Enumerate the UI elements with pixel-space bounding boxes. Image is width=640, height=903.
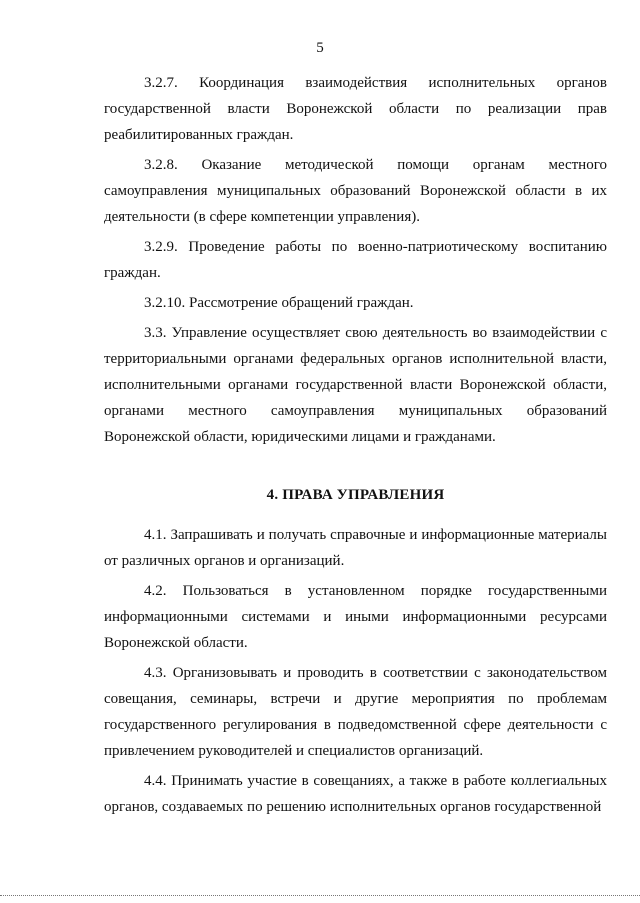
scan-edge-divider bbox=[0, 895, 640, 897]
paragraph-3-3: 3.3. Управление осуществляет свою деятельность во взаимодействии с территориальными органами федеральных органов исполнительной власти, исполнительными органами государственной власти Воронежской области, органами местного самоуправления муниципальных образований Воронежской области, юридическими лицами и гражданами. bbox=[104, 325, 607, 445]
section-heading: 4. ПРАВА УПРАВЛЕНИЯ bbox=[266, 487, 445, 503]
page-number: 5 bbox=[316, 40, 324, 56]
document-body bbox=[104, 70, 607, 820]
paragraph-3-2-8: 3.2.8. Оказание методической помощи органам местного самоуправления муниципальных образований Воронежской области в их деятельности (в сфере компетенции управления). bbox=[104, 157, 607, 225]
paragraph-4-1: 4.1. Запрашивать и получать справочные и информационные материалы от различных органов и организаций. bbox=[104, 527, 607, 569]
paragraph-3-2-7: 3.2.7. Координация взаимодействия исполнительных органов государственной власти Воронежской области по реализации прав реабилитированных граждан. bbox=[104, 75, 607, 143]
paragraph-4-3: 4.3. Организовывать и проводить в соответствии с законодательством совещания, семинары, встречи и другие мероприятия по проблемам государственного регулирования в подведомственной сфере деятельности с привлечением руководителей и специалистов организаций. bbox=[104, 665, 607, 759]
paragraph-4-2: 4.2. Пользоваться в установленном порядке государственными информационными системами и иными информационными ресурсами Воронежской области. bbox=[104, 583, 607, 651]
paragraph-3-2-10: 3.2.10. Рассмотрение обращений граждан. bbox=[144, 295, 414, 311]
paragraph-4-4: 4.4. Принимать участие в совещаниях, а также в работе коллегиальных органов, создаваемых по решению исполнительных органов государственной bbox=[104, 773, 607, 815]
paragraph-3-2-9: 3.2.9. Проведение работы по военно-патриотическому воспитанию граждан. bbox=[104, 239, 607, 281]
